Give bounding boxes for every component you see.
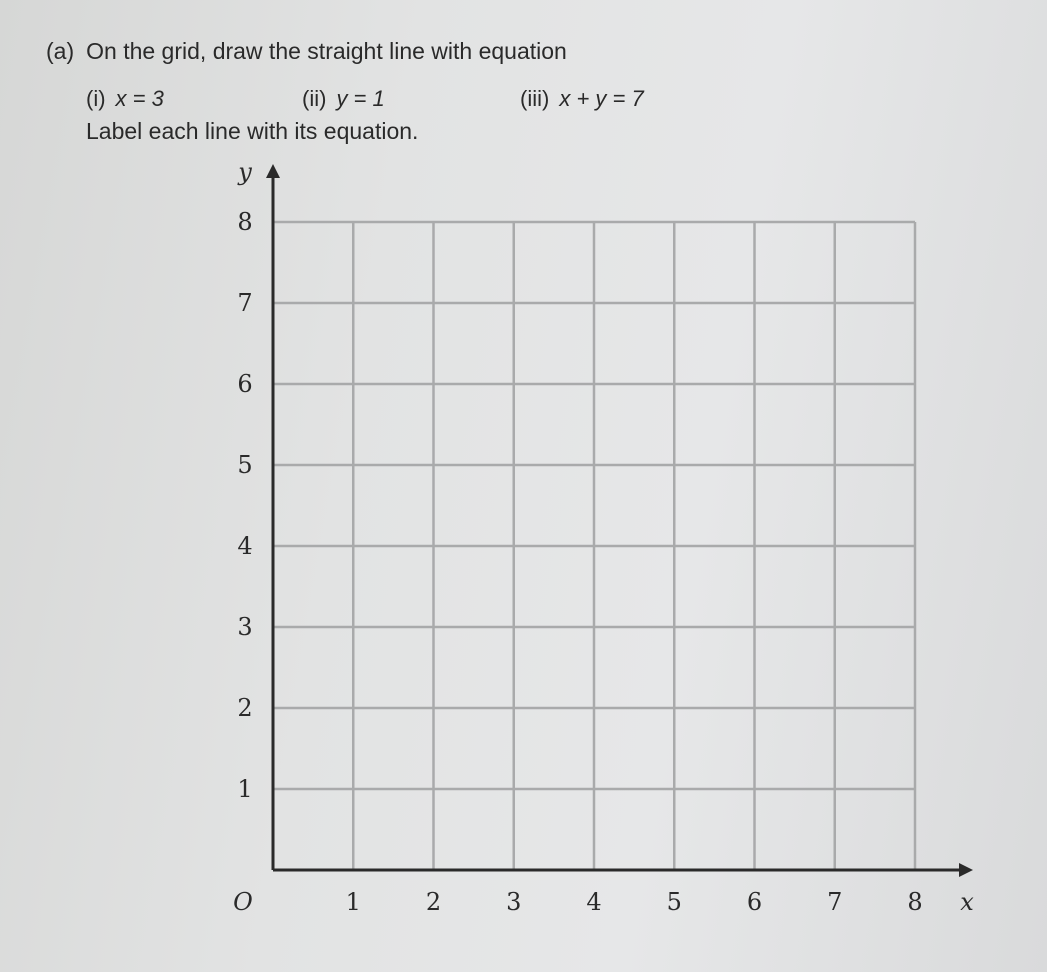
part-ii-equation: y = 1	[336, 86, 385, 111]
y-tick-label: 2	[237, 694, 253, 722]
y-tick-label: 7	[237, 289, 253, 317]
y-tick-label: 3	[237, 613, 253, 641]
y-tick-label: 5	[237, 451, 253, 479]
x-tick-label: 7	[827, 888, 843, 916]
y-tick-label: 4	[237, 532, 253, 560]
tick-labels	[233, 158, 974, 916]
x-tick-label: 6	[746, 888, 763, 916]
origin-label: O	[233, 888, 253, 916]
x-tick-label: 1	[345, 888, 361, 916]
question-text: On the grid, draw the straight line with equation	[86, 38, 567, 64]
x-tick-label: 4	[586, 888, 602, 916]
gridlines	[273, 222, 915, 870]
y-tick-label: 1	[237, 775, 253, 803]
x-tick-label: 2	[425, 888, 442, 916]
part-ii-label: (ii)	[302, 86, 327, 111]
question-label: (a)	[46, 38, 75, 64]
x-tick-label: 3	[506, 888, 522, 916]
question-instruction: Label each line with its equation.	[86, 118, 419, 144]
y-tick-label: 8	[237, 208, 253, 236]
part-iii-label: (iii)	[520, 86, 550, 111]
x-tick-label: 5	[666, 888, 682, 916]
part-iii-equation: x + y = 7	[559, 86, 644, 111]
x-tick-label: 8	[907, 888, 923, 916]
y-tick-label: 6	[237, 370, 253, 398]
axes	[266, 164, 973, 877]
part-i-equation: x = 3	[115, 86, 164, 111]
y-axis-arrow-icon	[266, 164, 280, 178]
x-axis-label: x	[960, 888, 974, 916]
x-axis-arrow-icon	[959, 863, 973, 877]
part-i-label: (i)	[86, 86, 106, 111]
y-axis-label: y	[238, 158, 252, 186]
